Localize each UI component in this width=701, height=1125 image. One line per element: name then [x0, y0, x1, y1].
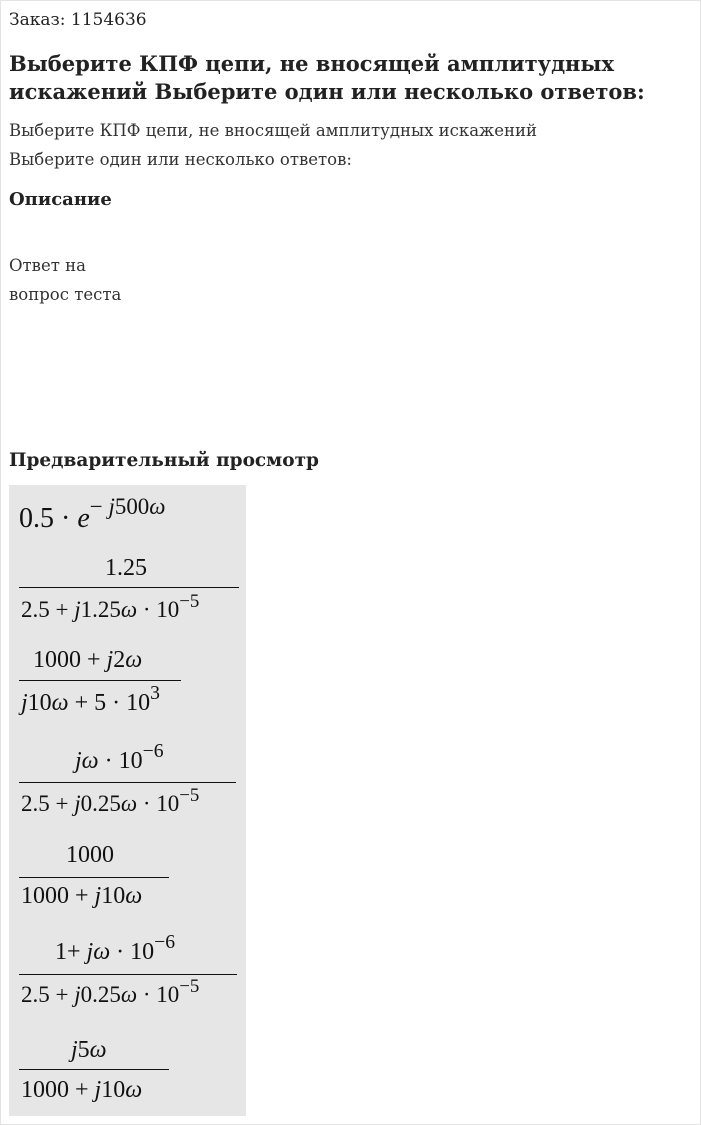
question-title: Выберите КПФ цепи, не вносящей амплитудных искажений Выберите один или несколько ответов: — [9, 51, 645, 104]
option-2-fraction-bar — [19, 587, 239, 588]
option-7-fraction-bar — [19, 1069, 169, 1070]
description-heading: Описание — [9, 189, 112, 210]
option-6-denominator: $2.5 + j0.25\omega \cdot 10^{-5}$ — [21, 975, 200, 1007]
option-7-denominator: 1000 + j10ω — [21, 1077, 143, 1103]
option-4-fraction-bar — [19, 782, 236, 783]
option-2-numerator: 1.25 — [105, 555, 147, 581]
preview-formula-image — [9, 485, 246, 1116]
answer-line: Ответ на — [9, 256, 86, 275]
option-4-numerator: $j\omega \cdot 10^{-6}$ — [75, 740, 164, 774]
option-5-numerator: 1000 — [66, 842, 114, 868]
question-description — [9, 116, 669, 174]
preview-heading: Предварительный просмотр — [9, 450, 319, 471]
description-line: Выберите КПФ цепи, не вносящей амплитудных искажений — [9, 121, 537, 140]
option-1-expression: $0.5 \cdot e^{- j500\omega}$ — [19, 494, 166, 534]
option-3-denominator: $j10\omega + 5 \cdot 10^3$ — [21, 682, 160, 716]
description-line: Выберите один или несколько ответов: — [9, 150, 352, 169]
option-3-numerator: 1000 + j2ω — [33, 647, 143, 673]
option-3-fraction-bar — [19, 680, 181, 681]
option-6-fraction-bar — [19, 974, 237, 975]
order-number: Заказ: 1154636 — [9, 10, 147, 30]
option-6-numerator: $1+ j\omega \cdot 10^{-6}$ — [55, 931, 176, 965]
option-5-denominator: 1000 + j10ω — [21, 883, 143, 909]
option-7-numerator: j5ω — [71, 1037, 107, 1063]
option-2-denominator: $2.5 + j1.25\omega \cdot 10^{-5}$ — [21, 590, 200, 622]
option-4-denominator: $2.5 + j0.25\omega \cdot 10^{-5}$ — [21, 784, 200, 816]
option-5-fraction-bar — [19, 877, 169, 878]
answer-line: вопрос теста — [9, 285, 122, 304]
answer-text — [9, 251, 209, 309]
